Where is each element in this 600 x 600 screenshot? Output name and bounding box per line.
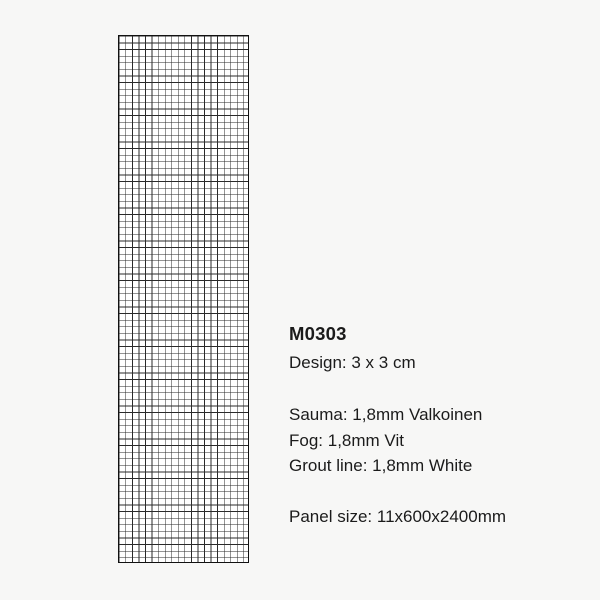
tile-panel-diagram	[118, 35, 249, 563]
grout-spec-sv: Fog: 1,8mm Vit	[289, 430, 404, 450]
spacer	[289, 376, 579, 402]
grout-spec-fi: Sauma: 1,8mm Valkoinen	[289, 404, 483, 424]
design-spec: Design: 3 x 3 cm	[289, 352, 416, 372]
product-info-block	[289, 322, 579, 530]
mosaic-grid	[118, 35, 249, 563]
product-code: M0303	[289, 323, 347, 344]
panel-size-spec: Panel size: 11x600x2400mm	[289, 507, 507, 527]
grout-spec-en: Grout line: 1,8mm White	[289, 456, 473, 476]
spacer	[289, 479, 579, 504]
